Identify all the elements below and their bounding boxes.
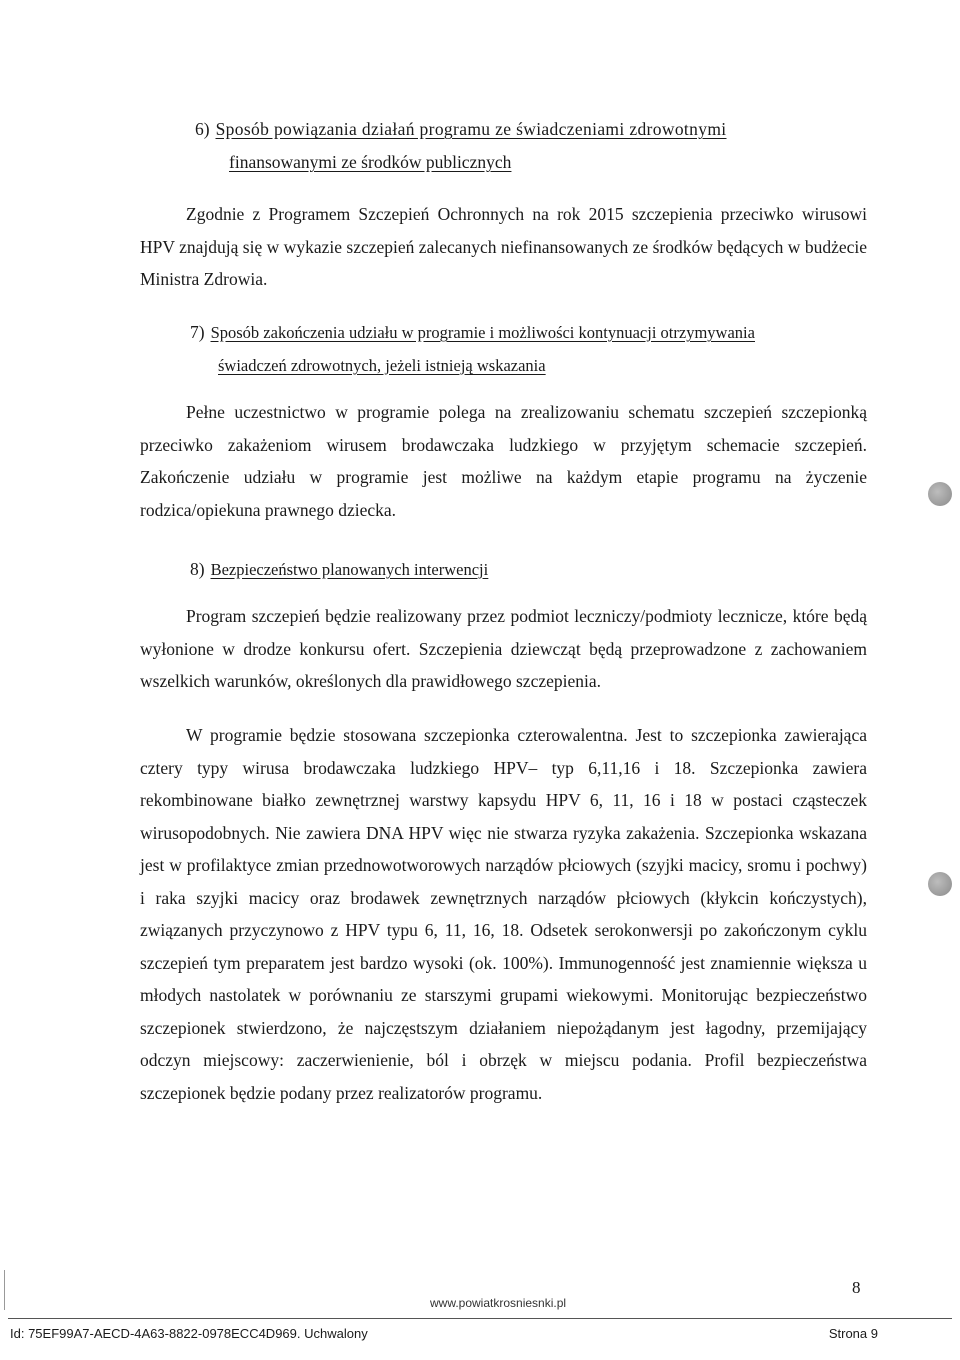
page-number: 8 <box>852 1278 861 1297</box>
section-8-paragraph-1: Program szczepień będzie realizowany przez podmiot leczniczy/podmioty lecznicze, które będą wyłonione w drodze konkursu ofert. Szczepienia dziewcząt będą przeprowadzone z zachowaniem wszelkich warunków, określonych dla prawidłowego szczepienia. <box>140 606 867 691</box>
section-7-heading-line1 <box>190 316 862 349</box>
footer-url: www.powiatkrosniesnki.pl <box>430 1296 567 1310</box>
section-7-title-line1: Sposób zakończenia udziału w programie i możliwości kontynuacji otrzymywania <box>210 323 755 342</box>
section-7-paragraph: Pełne uczestnictwo w programie polega na zrealizowaniu schematu szczepień szczepionką przeciwko zakażeniom wirusem brodawczaka ludzkiego w przyjętym schemacie szczepień. Zakończenie udziału w programie jest możliwe na każdym etapie programu na życzenie rodzica/opiekuna prawnego dziecka. <box>140 402 867 520</box>
section-6-paragraph: Zgodnie z Programem Szczepień Ochronnych na rok 2015 szczepienia przeciwko wirusowi HPV znajdują się w wykazie szczepień zalecanych niefinansowanych ze środków będących w budżecie Ministra Zdrowia. <box>140 204 867 289</box>
scan-edge-mark <box>4 1270 5 1310</box>
footer-divider <box>8 1318 952 1319</box>
section-7-heading <box>190 316 862 382</box>
section-8-title-line1: Bezpieczeństwo planowanych interwencji <box>210 560 489 579</box>
section-6-title-line2: finansowanymi ze środków publicznych <box>229 152 512 172</box>
punch-hole-icon <box>928 872 952 896</box>
section-7-heading-line2 <box>190 349 862 382</box>
section-7-title-line2: świadczeń zdrowotnych, jeżeli istnieją wskazania <box>218 356 546 375</box>
section-6-number: 6) <box>195 119 210 139</box>
section-8-number: 8) <box>190 559 205 579</box>
document-id: Id: 75EF99A7-AECD-4A63-8822-0978ECC4D969. Uchwalony <box>10 1326 368 1341</box>
section-8-heading <box>190 553 862 586</box>
section-8-heading-line1 <box>190 553 862 586</box>
section-6-title-line1: Sposób powiązania działań programu ze świadczeniami zdrowotnymi <box>215 119 727 139</box>
punch-hole-icon <box>928 482 952 506</box>
section-7-number: 7) <box>190 322 205 342</box>
section-6-heading-line1 <box>195 113 867 146</box>
section-6-heading <box>195 113 867 179</box>
section-8-paragraph-2: W programie będzie stosowana szczepionka czterowalentna. Jest to szczepionka zawierająca cztery typy wirusa brodawczaka ludzkiego HPV– typ 6,11,16 i 18. Szczepionka zawiera rekombinowane białko zewnętrznej warstwy kapsydu HPV 6, 11, 16 i 18 w postaci cząsteczek wirusopodobnych. Nie zawiera DNA HPV więc nie stwarza ryzyka zakażenia. Szczepionka wskazana jest w profilaktyce zmian przednowotworowych narządów płciowych (szyjki macicy, sromu i pochwy) i raka szyjki macicy oraz brodawek zewnętrznych narządów płciowych (kłykcin kończystych), związanych przyczynowo z HPV typu 6, 11, 16, 18. Odsetek serokonwersji po zakończonym cyklu szczepień tym preparatem jest bardzo wysoki (ok. 100%). Immunogenność jest znamiennie większa u młodych nastolatek w porównaniu ze starszymi grupami wiekowymi. Monitorując bezpieczeństwo szczepionek stwierdzono, że najczęstszym działaniem niepożądanym jest łagodny, przemijający odczyn miejscowy: zaczerwienienie, ból i obrzęk w miejscu podania. Profil bezpieczeństwa szczepionek będzie podany przez realizatorów programu. <box>140 725 867 1103</box>
section-6-heading-line2 <box>195 146 867 179</box>
strona-label: Strona 9 <box>828 1326 878 1341</box>
